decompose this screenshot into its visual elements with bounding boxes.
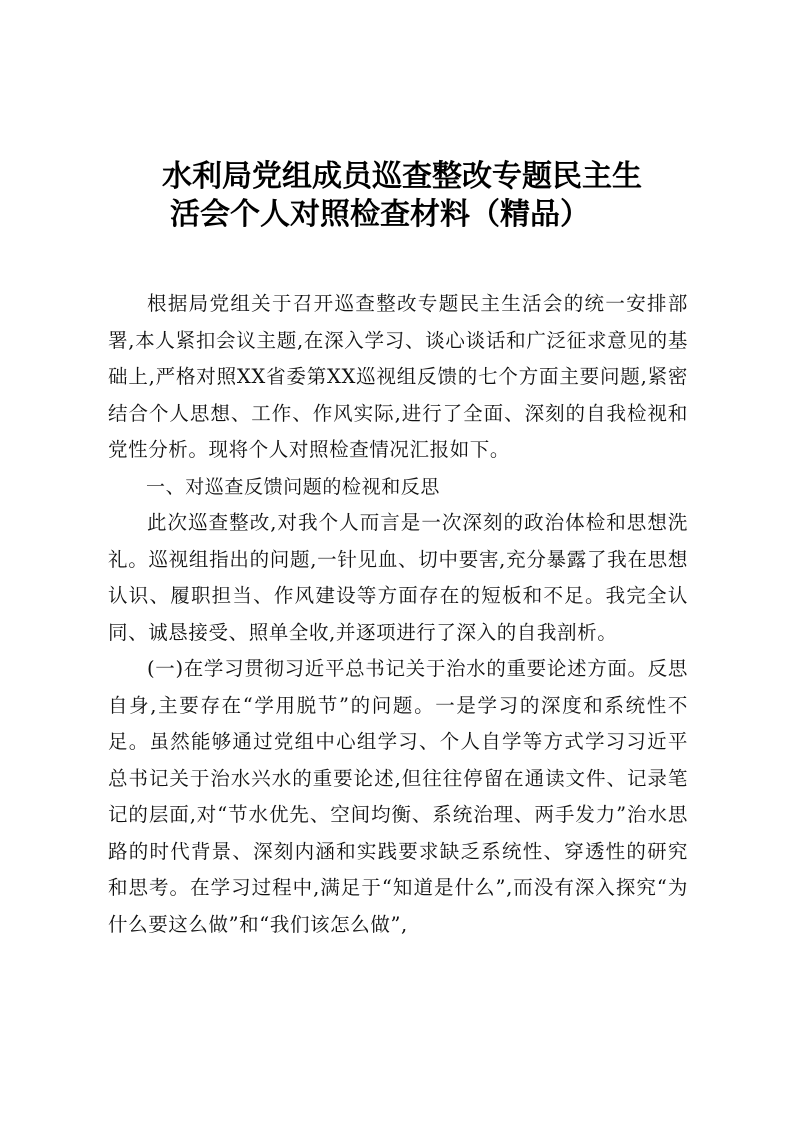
title-line-2: 活会个人对照检查材料（精品）: [170, 197, 590, 232]
intro-paragraph: 根据局党组关于召开巡查整改专题民主生活会的统一安排部署,本人紧扣会议主题,在深入学习、谈心谈话和广泛征求意见的基础上,严格对照XX省委第XX巡视组反馈的七个方面主要问题,紧密结合个人思想、工作、作风实际,进行了全面、深刻的自我检视和党性分析。现将个人对照检查情况汇报如下。: [108, 292, 688, 461]
document-title: [150, 158, 710, 234]
document-body: [108, 286, 688, 943]
body-paragraph: (一)在学习贯彻习近平总书记关于治水的重要论述方面。反思自身,主要存在“学用脱节”的问题。一是学习的深度和系统性不足。虽然能够通过党组中心组学习、个人自学等方式学习习近平总书记关于治水兴水的重要论述,但往往停留在通读文件、记录笔记的层面,对“节水优先、空间均衡、系统治理、两手发力”治水思路的时代背景、深刻内涵和实践要求缺乏系统性、穿透性的研究和思考。在学习过程中,满足于“知道是什么”,而没有深入探究“为什么要这么做”和“我们该怎么做”,: [108, 657, 688, 936]
section-heading: 一、对巡查反馈问题的检视和反思: [146, 475, 441, 498]
title-line-1: 水利局党组成员巡查整改专题民主生: [162, 159, 642, 194]
body-paragraph: 此次巡查整改,对我个人而言是一次深刻的政治体检和思想洗礼。巡视组指出的问题,一针见血、切中要害,充分暴露了我在思想认识、履职担当、作风建设等方面存在的短板和不足。我完全认同、诚恳接受、照单全收,并逐项进行了深入的自我剖析。: [108, 511, 688, 644]
